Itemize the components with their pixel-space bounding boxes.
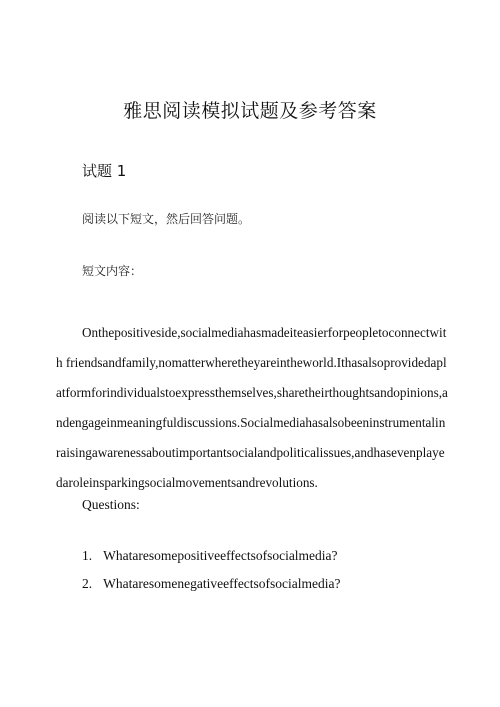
question-number: 1. bbox=[82, 548, 93, 563]
question-number: 2. bbox=[82, 576, 93, 591]
question-item bbox=[82, 546, 341, 574]
question-text: Whataresomenegativeeffectsofsocialmedia? bbox=[103, 576, 341, 591]
passage-label: 短文内容： bbox=[82, 264, 143, 278]
instruction-text: 阅读以下短文，然后回答问题。 bbox=[82, 212, 251, 226]
question-item bbox=[82, 574, 341, 602]
section-heading: 试题 1 bbox=[82, 162, 127, 180]
question-list bbox=[82, 546, 341, 602]
question-text: Whataresomepositiveeffectsofsocialmedia? bbox=[103, 548, 338, 563]
document-title: 雅思阅读模拟试题及参考答案 bbox=[123, 100, 377, 122]
questions-label: Questions: bbox=[82, 497, 140, 512]
passage-text: Onthepositiveside,socialmediahasmadeiteasierforpeopletoconnectwith friendsandfamily,nomatterwheretheyareintheworld.Ithasalsoprovidedaplatformforindividualstoexpressthemselves,sharetheirthoughtsandopinions,andengageinmeaningfuldiscussions.Socialmediahasalsobeeninstrumentalinraisingawarenessaboutimportantsocialandpoliticalissues,andhasevenplayedaroleinsparkingsocialmovementsandrevolutions. bbox=[56, 325, 448, 490]
